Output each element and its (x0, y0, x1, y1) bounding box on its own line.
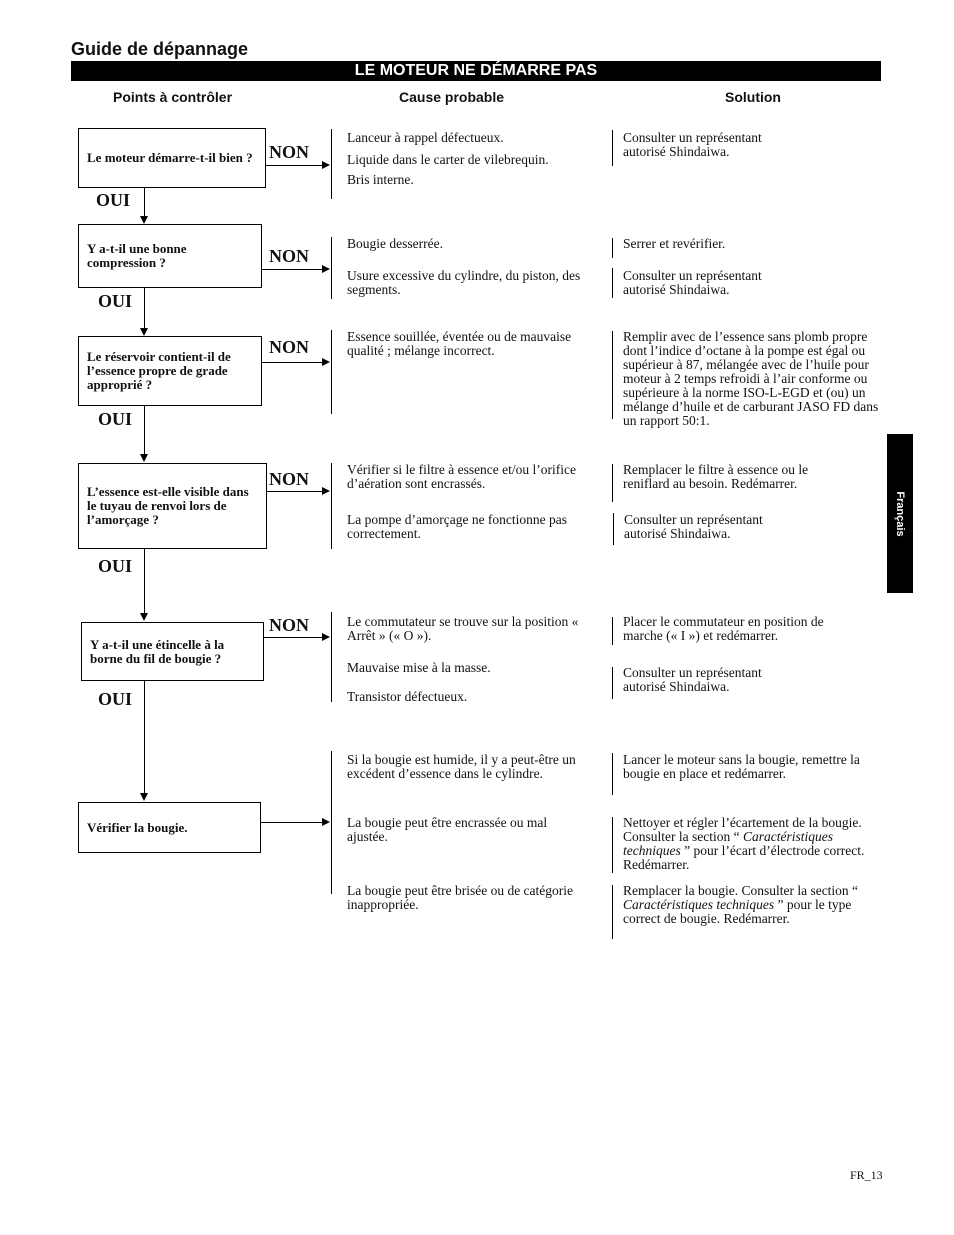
arrow-right-icon (322, 818, 330, 826)
bracket-line (612, 268, 613, 298)
question-box-3 (78, 336, 262, 406)
page-title: Guide de dépannage (71, 39, 249, 59)
oui-label: OUI (98, 689, 133, 709)
bracket-line (612, 238, 613, 258)
arrow-right-icon (322, 358, 330, 366)
non-label: NON (269, 246, 309, 266)
question-box-4 (78, 463, 267, 549)
language-side-tab (887, 434, 913, 593)
bracket-line (331, 237, 332, 299)
arrow-down-icon (140, 454, 148, 462)
connector-line (262, 362, 322, 363)
solution-text: Placer le commutateur en position de marche (« I ») et redémarrer. (623, 614, 824, 643)
cause-text: Bougie desserrée. (347, 236, 443, 251)
question-text: Le réservoir contient-il de l’essence propre de grade approprié ? (87, 349, 231, 392)
bracket-line (613, 513, 614, 545)
connector-line (144, 681, 145, 793)
connector-line (261, 822, 322, 823)
connector-line (267, 491, 322, 492)
oui-label: OUI (96, 190, 131, 210)
solution-text (623, 816, 881, 872)
non-label: NON (269, 142, 309, 162)
arrow-down-icon (140, 793, 148, 801)
connector-line (266, 165, 322, 166)
bracket-line (612, 617, 613, 645)
question-box-6 (78, 802, 261, 853)
cause-text: Si la bougie est humide, il y a peut-être un excédent d’essence dans le cylindre. (347, 752, 576, 781)
connector-line (144, 288, 145, 328)
non-label: NON (269, 615, 309, 635)
oui-label: OUI (98, 556, 133, 576)
page-number: FR_13 (850, 1168, 883, 1182)
bracket-line (612, 667, 613, 699)
non-label: NON (269, 469, 309, 489)
solution-text: Serrer et revérifier. (623, 236, 726, 251)
connector-line (144, 406, 145, 454)
cause-text: Liquide dans le carter de vilebrequin. (347, 152, 549, 167)
cause-text: La bougie peut être brisée ou de catégorie inappropriée. (347, 883, 574, 912)
solution-text: Remplir avec de l’essence sans plomb propre dont l’indice d’octane à la pompe est égal ou supérieur à 87, mélangée avec de l’huile pour moteur à 2 temps refroidi à l’air conforme ou supérieure à la norme ISO-L-EGD et (ou) un mélange d’huile et de carburant JASO FD dans un rapport 50:1. (623, 329, 879, 428)
oui-label: OUI (98, 291, 133, 311)
cause-text: Le commutateur se trouve sur la position « Arrêt » (« O »). (347, 614, 579, 643)
cause-text: Mauvaise mise à la masse. (347, 660, 491, 675)
question-text: Y a-t-il une étincelle à la borne du fil de bougie ? (90, 636, 225, 666)
solution-text (623, 884, 881, 926)
column-header-points: Points à contrôler (113, 89, 233, 105)
solution-text: Remplacer le filtre à essence ou le reniflard au besoin. Redémarrer. (623, 462, 809, 491)
oui-label: OUI (98, 409, 133, 429)
bracket-line (331, 463, 332, 549)
bracket-line (331, 612, 332, 702)
bracket-line (612, 753, 613, 795)
cause-text: Vérifier si le filtre à essence et/ou l’orifice d’aération sont encrassés. (347, 462, 577, 491)
non-label: NON (269, 337, 309, 357)
solution-text: Consulter un représentant autorisé Shindaiwa. (623, 130, 762, 159)
solution-text-part: Nettoyer et régler l’écartement de la bougie. Consulter la section “ (623, 815, 862, 844)
bracket-line (612, 885, 613, 939)
connector-line (264, 637, 322, 638)
cause-text: Usure excessive du cylindre, du piston, des segments. (347, 268, 581, 297)
question-text: Y a-t-il une bonne compression ? (87, 241, 187, 270)
connector-line (144, 188, 145, 216)
solution-text: Consulter un représentant autorisé Shindaiwa. (623, 665, 762, 694)
section-banner: LE MOTEUR NE DÉMARRE PAS (71, 61, 881, 81)
arrow-down-icon (140, 216, 148, 224)
arrow-right-icon (322, 487, 330, 495)
bracket-line (612, 130, 613, 166)
solution-text: Lancer le moteur sans la bougie, remettre la bougie en place et redémarrer. (623, 752, 860, 781)
solution-text-emphasis: Caractéristiques techniques (623, 829, 833, 858)
question-text: Vérifier la bougie. (87, 819, 188, 835)
solution-text-part: Remplacer la bougie. Consulter la section “ (623, 883, 859, 898)
arrow-right-icon (322, 633, 330, 641)
cause-text: Transistor défectueux. (347, 689, 468, 704)
connector-line (144, 549, 145, 613)
bracket-line (612, 817, 613, 873)
solution-text-part: ” pour l’écart d’électrode correct. Redémarrer. (623, 843, 865, 872)
solution-text: Consulter un représentant autorisé Shindaiwa. (624, 512, 763, 541)
bracket-line (331, 129, 332, 199)
question-box-1 (78, 128, 266, 188)
bracket-line (331, 751, 332, 894)
column-header-cause: Cause probable (399, 89, 505, 105)
solution-text-part: ” pour le type correct de bougie. Redémarrer. (623, 897, 852, 926)
cause-text: La pompe d’amorçage ne fonctionne pas correctement. (347, 512, 568, 541)
language-label: Français (894, 491, 906, 537)
solution-text: Consulter un représentant autorisé Shindaiwa. (623, 268, 762, 297)
solution-text-emphasis: Caractéristiques techniques (623, 897, 775, 912)
arrow-down-icon (140, 613, 148, 621)
arrow-down-icon (140, 328, 148, 336)
question-text: Le moteur démarre-t-il bien ? (87, 150, 253, 165)
cause-text: La bougie peut être encrassée ou mal ajustée. (347, 815, 548, 844)
question-box-5 (81, 622, 264, 681)
cause-text: Essence souillée, éventée ou de mauvaise qualité ; mélange incorrect. (347, 329, 572, 358)
question-text: L’essence est-elle visible dans le tuyau de renvoi lors de l’amorçage ? (87, 484, 249, 527)
column-header-solution: Solution (725, 89, 781, 105)
question-box-2 (78, 224, 262, 288)
cause-text: Bris interne. (347, 172, 414, 187)
connector-line (262, 269, 322, 270)
bracket-line (331, 330, 332, 414)
arrow-right-icon (322, 161, 330, 169)
cause-text: Lanceur à rappel défectueux. (347, 130, 504, 145)
bracket-line (612, 331, 613, 419)
bracket-line (612, 464, 613, 502)
arrow-right-icon (322, 265, 330, 273)
